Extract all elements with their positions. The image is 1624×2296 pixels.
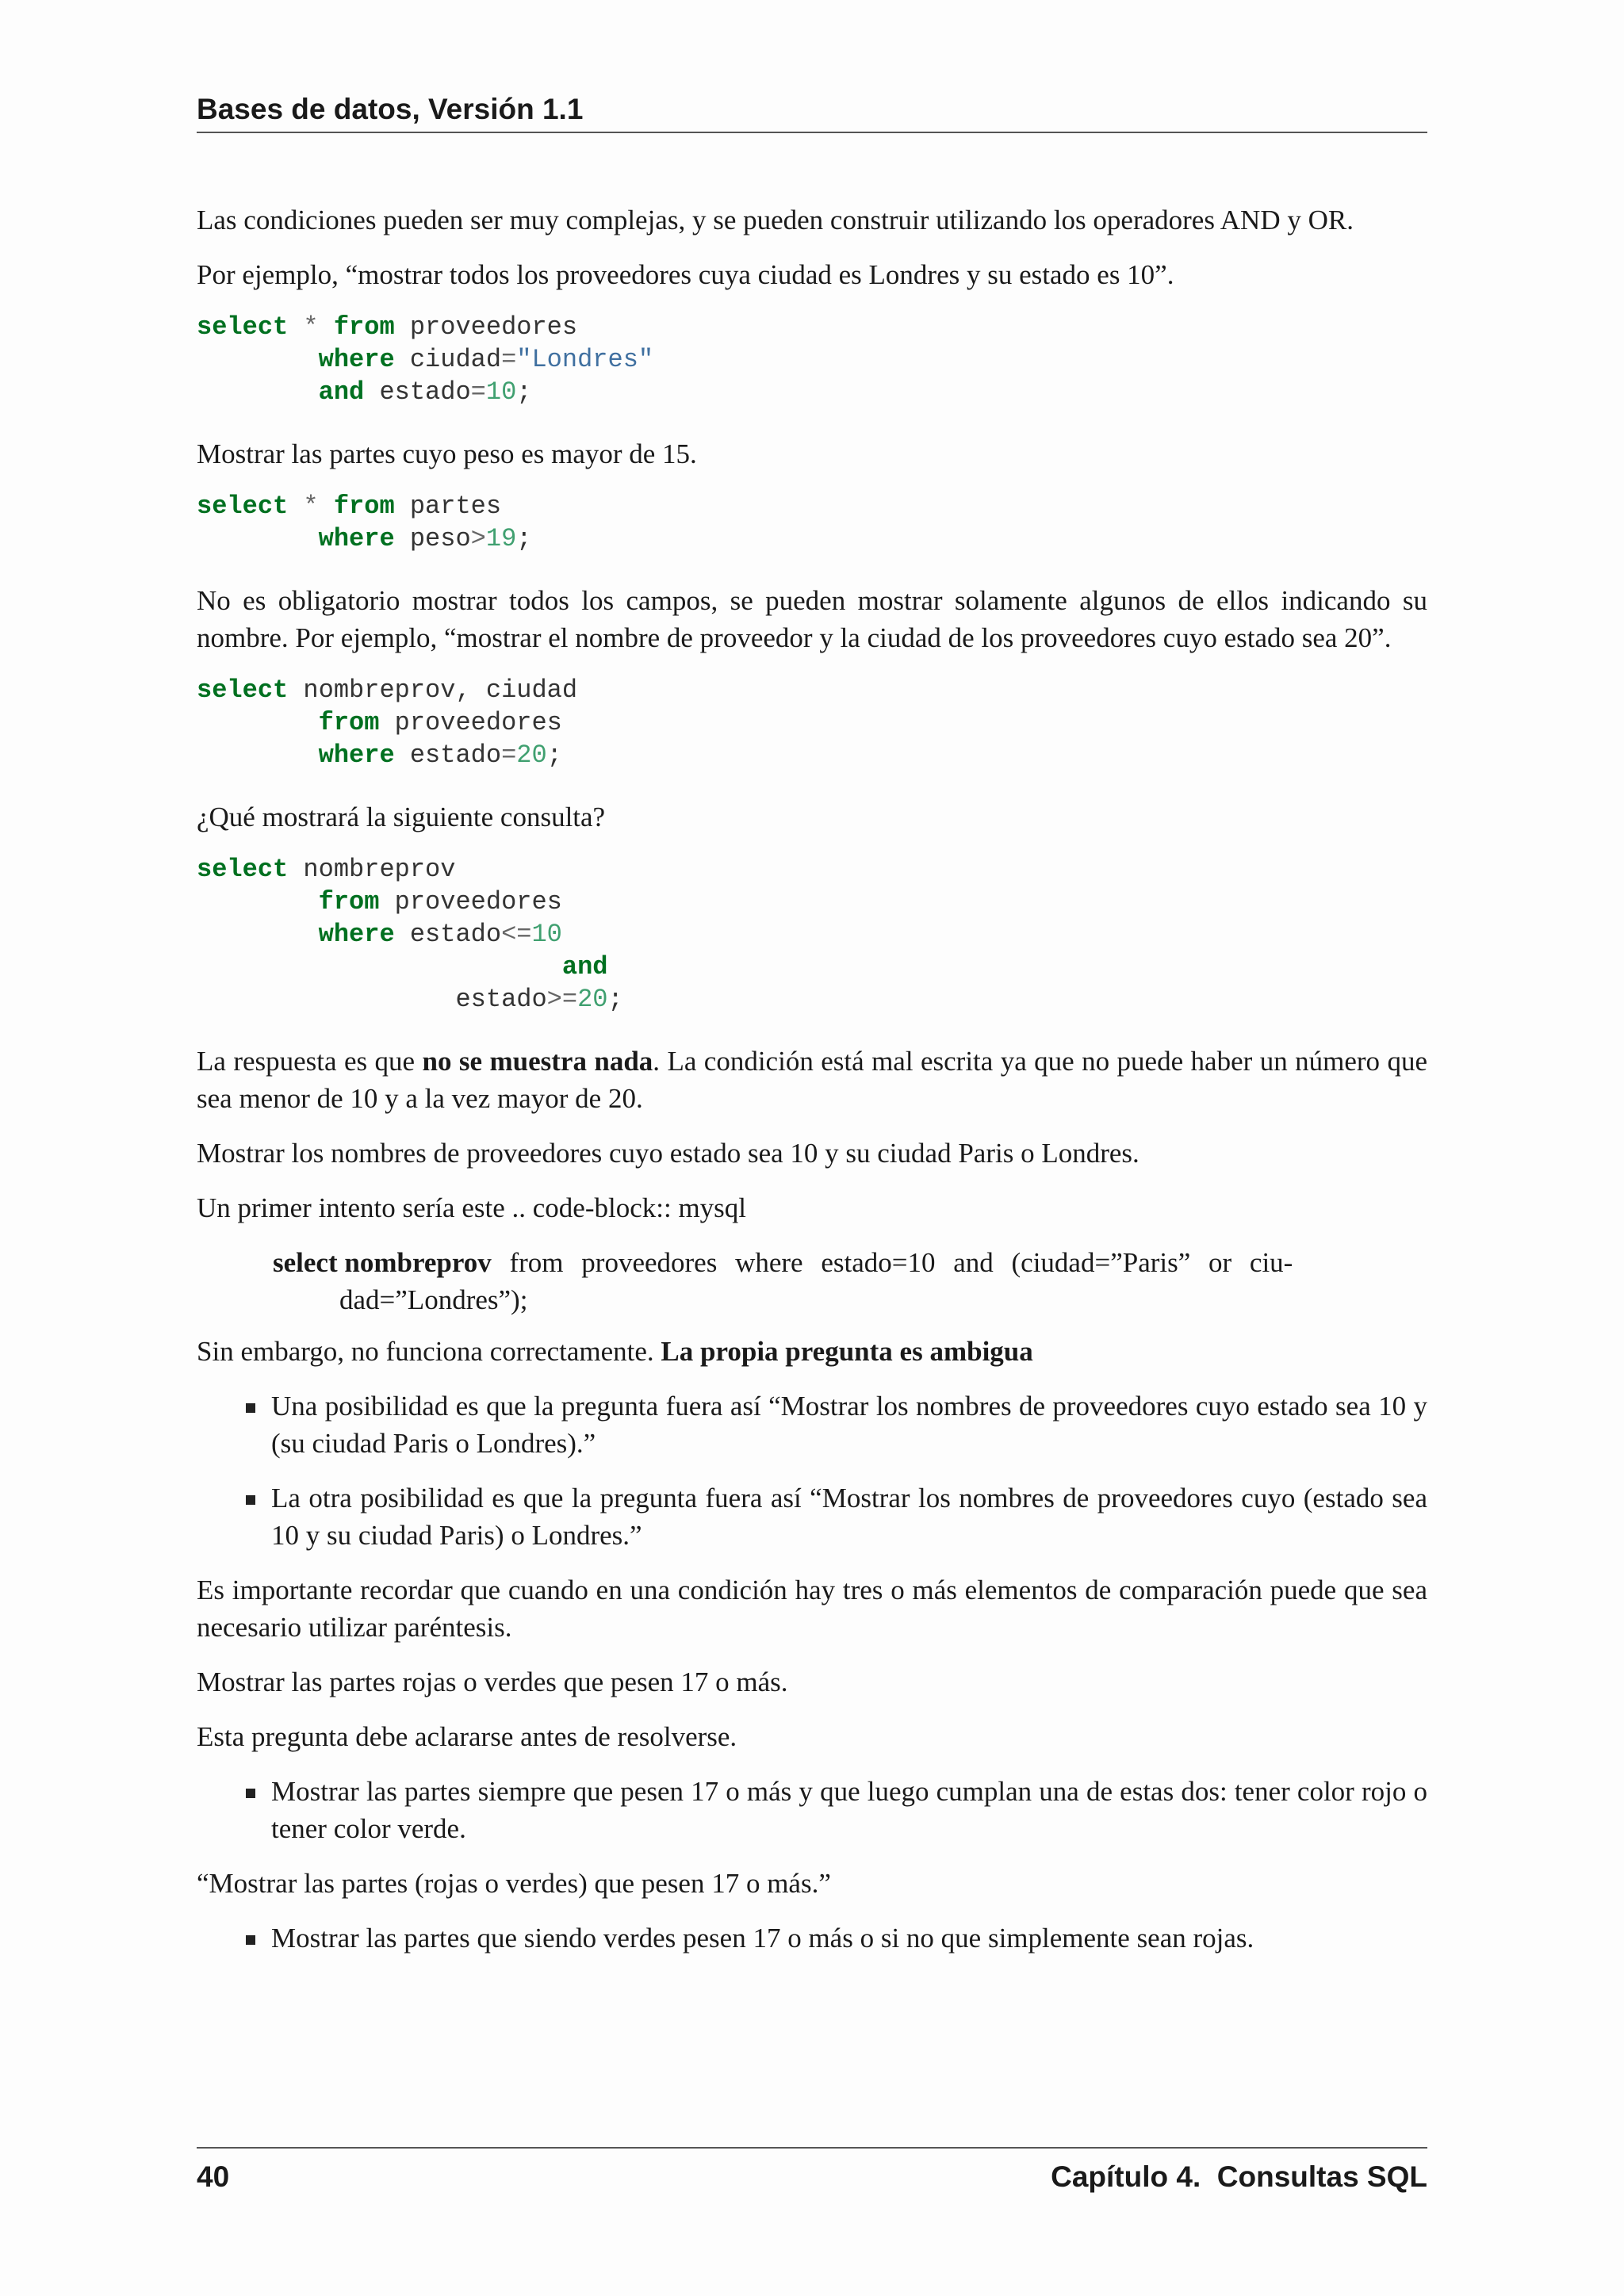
code-identifier: nombreprov, ciudad xyxy=(303,675,578,705)
list-item xyxy=(197,1387,1427,1462)
paragraph: Esta pregunta debe aclararse antes de resolverse. xyxy=(197,1721,737,1752)
bullet-icon xyxy=(246,1789,255,1798)
code-keyword: select xyxy=(197,312,289,342)
list-item xyxy=(197,1479,1427,1554)
bold-text: select nombreprov xyxy=(273,1247,492,1278)
paragraph: ¿Qué mostrará la siguiente consulta? xyxy=(197,802,606,832)
code-number: 20 xyxy=(516,740,547,770)
code-operator: > xyxy=(470,524,486,553)
code-operator: >= xyxy=(546,985,578,1014)
code-identifier: estado xyxy=(455,985,547,1014)
code-identifier: proveedores xyxy=(409,312,578,342)
chapter-title: Capítulo 4. Consultas SQL xyxy=(1051,2160,1427,2193)
page-content xyxy=(197,201,1427,1974)
code-block-3 xyxy=(197,674,1427,771)
code-operator: = xyxy=(470,377,486,407)
bullet-list xyxy=(197,1773,1427,1847)
bold-text: La propia pregunta es ambigua xyxy=(661,1336,1033,1367)
paragraph xyxy=(197,1043,1427,1117)
code-keyword: where xyxy=(318,524,395,553)
code-punct: ; xyxy=(546,740,562,770)
bullet-list xyxy=(197,1387,1427,1554)
paragraph: No es obligatorio mostrar todos los campos, se pueden mostrar solamente algunos de ellos indicando su nombre. Por ejemplo, “mostrar el nombre de proveedor y la ciudad de los proveedores cuyo estado sea 20”. xyxy=(197,585,1427,653)
code-number: 10 xyxy=(485,377,517,407)
running-header xyxy=(197,89,1427,133)
paragraph: Un primer intento sería este .. code-block:: mysql xyxy=(197,1192,747,1223)
bullet-icon xyxy=(246,1495,255,1505)
code-punct: ; xyxy=(607,985,623,1014)
text-run: La respuesta es que xyxy=(197,1046,423,1077)
code-keyword: from xyxy=(318,887,380,916)
code-number: 20 xyxy=(577,985,608,1014)
code-keyword: select xyxy=(197,675,289,705)
block-quote xyxy=(273,1244,1351,1318)
code-keyword: from xyxy=(318,708,380,737)
code-punct: ; xyxy=(516,377,532,407)
code-identifier: nombreprov xyxy=(303,855,456,884)
code-keyword: and xyxy=(318,377,365,407)
code-identifier: ciudad xyxy=(409,345,502,374)
code-string: "Londres" xyxy=(516,345,654,374)
running-footer xyxy=(197,2147,1427,2198)
code-keyword: and xyxy=(561,952,608,982)
list-item xyxy=(197,1919,1427,1957)
code-keyword: where xyxy=(318,740,395,770)
code-block-1 xyxy=(197,311,1427,408)
paragraph: Es importante recordar que cuando en una condición hay tres o más elementos de comparación puede que sea necesario utilizar paréntesis. xyxy=(197,1575,1427,1643)
code-number: 10 xyxy=(531,920,562,949)
code-keyword: select xyxy=(197,492,289,521)
list-item xyxy=(197,1773,1427,1847)
paragraph: Mostrar las partes cuyo peso es mayor de 15. xyxy=(197,438,697,469)
bullet-icon xyxy=(246,1935,255,1945)
paragraph: “Mostrar las partes (rojas o verdes) que pesen 17 o más.” xyxy=(197,1868,831,1899)
code-number: 19 xyxy=(485,524,517,553)
code-keyword: where xyxy=(318,345,395,374)
paragraph: Por ejemplo, “mostrar todos los proveedores cuya ciudad es Londres y su estado es 10”. xyxy=(197,259,1174,290)
code-operator: * xyxy=(303,492,319,521)
bullet-list xyxy=(197,1919,1427,1957)
text-run: Sin embargo, no funciona correctamente. xyxy=(197,1336,661,1367)
code-identifier: estado xyxy=(409,740,502,770)
header-title: Bases de datos, Versión 1.1 xyxy=(197,93,584,125)
code-keyword: where xyxy=(318,920,395,949)
code-keyword: from xyxy=(333,492,395,521)
code-keyword: from xyxy=(333,312,395,342)
code-identifier: peso xyxy=(409,524,471,553)
code-identifier: partes xyxy=(409,492,502,521)
code-block-4 xyxy=(197,853,1427,1016)
code-block-2 xyxy=(197,490,1427,555)
code-identifier: estado xyxy=(379,377,471,407)
text-run: . La condición está mal escrita ya que no puede haber un número que sea menor de 10 y a la vez mayor de 20. xyxy=(197,1046,1427,1114)
bullet-icon xyxy=(246,1403,255,1413)
text-run: from proveedores where estado=10 and (ciudad=”Paris” or ciu- xyxy=(491,1247,1293,1278)
list-item-text: La otra posibilidad es que la pregunta fuera así “Mostrar los nombres de proveedores cuyo (estado sea 10 y su ciudad Paris) o Londres.” xyxy=(271,1483,1427,1551)
code-keyword: select xyxy=(197,855,289,884)
code-identifier: proveedores xyxy=(394,887,562,916)
paragraph: Mostrar los nombres de proveedores cuyo estado sea 10 y su ciudad Paris o Londres. xyxy=(197,1138,1139,1169)
code-operator: = xyxy=(501,345,517,374)
paragraph xyxy=(197,1333,1427,1370)
quote-line-1 xyxy=(273,1244,1351,1281)
page-number: 40 xyxy=(197,2160,230,2193)
paragraph: Las condiciones pueden ser muy complejas, y se pueden construir utilizando los operadores AND y OR. xyxy=(197,205,1354,235)
list-item-text: Mostrar las partes que siendo verdes pesen 17 o más o si no que simplemente sean rojas. xyxy=(271,1923,1254,1954)
code-identifier: proveedores xyxy=(394,708,562,737)
list-item-text: Una posibilidad es que la pregunta fuera así “Mostrar los nombres de proveedores cuyo estado sea 10 y (su ciudad Paris o Londres).” xyxy=(271,1391,1427,1459)
code-operator: * xyxy=(303,312,319,342)
paragraph: Mostrar las partes rojas o verdes que pesen 17 o más. xyxy=(197,1667,788,1697)
bold-text: no se muestra nada xyxy=(422,1046,653,1077)
code-operator: <= xyxy=(501,920,532,949)
code-punct: ; xyxy=(516,524,532,553)
code-identifier: estado xyxy=(409,920,502,949)
list-item-text: Mostrar las partes siempre que pesen 17 o más y que luego cumplan una de estas dos: tener color rojo o tener color verde. xyxy=(271,1776,1427,1844)
code-operator: = xyxy=(501,740,517,770)
quote-line-2: dad=”Londres”); xyxy=(339,1284,528,1315)
